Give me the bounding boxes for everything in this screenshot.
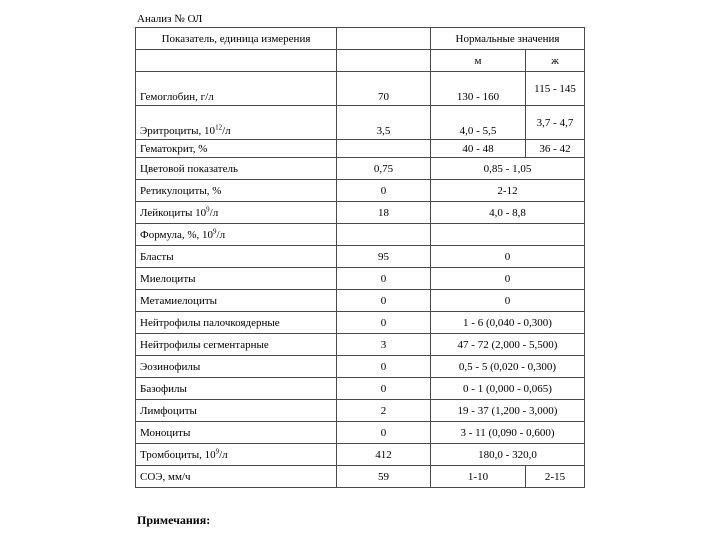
row-value: 18 [337,202,431,224]
row-name: Моноциты [136,422,337,444]
table-row [136,246,585,268]
row-value: 0,75 [337,158,431,180]
row-norm: 0 [431,290,585,312]
table-row [136,334,585,356]
row-name: Гемоглобин, г/л [136,72,337,106]
row-value: 0 [337,312,431,334]
table-row [136,268,585,290]
row-norm: 19 - 37 (1,200 - 3,000) [431,400,585,422]
row-name-text: Эритроциты, 10 [140,125,216,137]
row-value: 3 [337,334,431,356]
table-row [136,400,585,422]
row-value: 0 [337,378,431,400]
row-name-sup: 9 [206,204,210,213]
subheader-empty-2 [337,50,431,72]
table-row [136,202,585,224]
header-female: ж [526,50,585,72]
row-norm: 180,0 - 320,0 [431,444,585,466]
row-name-text: Лейкоциты 10 [140,206,207,219]
row-norm-female: 115 - 145 [526,72,585,106]
table-header-row [136,28,585,50]
row-norm-female: 2-15 [526,466,585,488]
header-male: м [431,50,526,72]
row-value: 0 [337,290,431,312]
row-name [136,202,337,224]
row-norm-male: 1-10 [431,466,526,488]
row-norm: 47 - 72 (2,000 - 5,500) [431,334,585,356]
header-indicator: Показатель, единица измерения [136,28,337,50]
row-value: 70 [337,72,431,106]
lab-results-table [135,27,585,488]
row-norm: 2-12 [431,180,585,202]
row-name [136,106,337,140]
table-row [136,158,585,180]
header-value-empty [337,28,431,50]
row-name-unit: /л [216,228,226,241]
row-value [337,140,431,158]
row-norm-male: 130 - 160 [431,72,526,106]
row-name: Ретикулоциты, % [136,180,337,202]
row-name-sup: 9 [215,446,220,455]
row-name: Цветовой показатель [136,158,337,180]
row-name-sup: 12 [215,123,223,132]
row-value: 412 [337,444,431,466]
row-name-text: Тромбоциты, 10 [140,448,216,461]
row-name-sup: 9 [213,226,217,235]
row-value: 0 [337,268,431,290]
row-value: 3,5 [337,106,431,140]
subheader-empty-1 [136,50,337,72]
table-row [136,422,585,444]
row-norm-female: 3,7 - 4,7 [526,106,585,140]
row-name: Бласты [136,246,337,268]
row-name: Эозинофилы [136,356,337,378]
row-value: 0 [337,422,431,444]
table-row [136,72,585,106]
row-norm: 0 [431,246,585,268]
notes-label: Примечания: [137,513,211,527]
table-row [136,290,585,312]
table-row [136,224,585,246]
table-row [136,356,585,378]
row-norm: 3 - 11 (0,090 - 0,600) [431,422,585,444]
row-value: 59 [337,466,431,488]
table-row [136,106,585,140]
row-norm [431,224,585,246]
table-subheader-row [136,50,585,72]
row-norm-female: 36 - 42 [526,140,585,158]
row-name: Метамиелоциты [136,290,337,312]
row-value: 0 [337,356,431,378]
row-name-unit: /л [209,206,219,219]
row-name: Нейтрофилы палочкоядерные [136,312,337,334]
row-name: Нейтрофилы сегментарные [136,334,337,356]
row-value: 2 [337,400,431,422]
row-norm: 0 [431,268,585,290]
row-norm-male: 4,0 - 5,5 [431,106,526,140]
row-name: СОЭ, мм/ч [136,466,337,488]
row-name [136,444,337,466]
row-name: Лимфоциты [136,400,337,422]
row-norm: 1 - 6 (0,040 - 0,300) [431,312,585,334]
row-norm: 4,0 - 8,8 [431,202,585,224]
row-name: Гематокрит, % [136,140,337,158]
row-name-text: Формула, %, 10 [140,228,214,241]
header-normal-values: Нормальные значения [431,28,585,50]
row-name-unit: /л [222,125,231,137]
row-name: Миелоциты [136,268,337,290]
row-norm: 0,5 - 5 (0,020 - 0,300) [431,356,585,378]
document-title: Анализ № ОЛ [137,13,203,25]
row-norm: 0 - 1 (0,000 - 0,065) [431,378,585,400]
row-name [136,224,337,246]
row-norm: 0,85 - 1,05 [431,158,585,180]
table-row [136,312,585,334]
table-row [136,466,585,488]
row-name: Базофилы [136,378,337,400]
table-row [136,444,585,466]
table-row [136,140,585,158]
row-norm-male: 40 - 48 [431,140,526,158]
row-name-unit: /л [219,448,228,461]
row-value: 95 [337,246,431,268]
row-value: 0 [337,180,431,202]
table-row [136,378,585,400]
row-value [337,224,431,246]
table-row [136,180,585,202]
